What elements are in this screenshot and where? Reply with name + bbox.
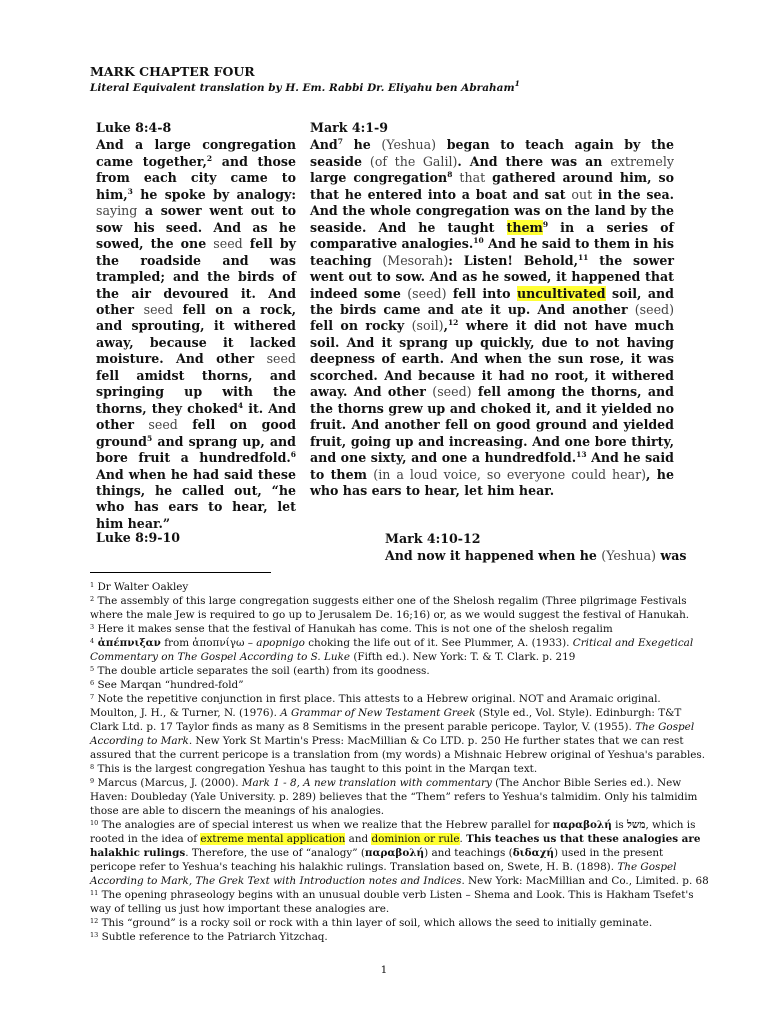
footnotes (90, 580, 711, 944)
passage-text: large congregation (310, 170, 448, 186)
footnote-number: 10 (90, 819, 99, 827)
added-word: (Yeshua) (601, 548, 656, 563)
translation-credit (90, 80, 690, 96)
footnote-text: (Style ed., Vol. Style). Edinburgh: T&T Clark Ltd. p. 17 Taylor finds as many as 8 Semitisms in the present parable pericope. Taylor, V. (1955). (90, 707, 682, 733)
passage-text: and those from each city came to him, (96, 153, 296, 202)
added-word: that (459, 170, 486, 186)
book-title: The Gospel According to Mark, The Grek Text with Introduction notes and Indices (90, 861, 677, 887)
added-word: seed (266, 351, 296, 367)
footnote-text: Dr Walter Oakley (94, 581, 189, 593)
highlighted-text: uncultivated (516, 285, 606, 301)
added-word: extremely (610, 153, 674, 169)
passage-text: it. And other (96, 400, 296, 433)
footnote-number: 2 (90, 595, 95, 603)
footnote-text: This is the largest congregation Yeshua has taught to this point in the Marqan text. (94, 763, 538, 775)
footnote-2 (90, 594, 711, 622)
passage-text: fell on good ground (96, 417, 297, 449)
mark-passage (310, 137, 674, 499)
chapter-title: MARK CHAPTER FOUR (90, 64, 255, 79)
mark-passage-2 (385, 547, 686, 564)
highlighted-text: them (506, 219, 543, 235)
footnote-text: See Marqan “hundred-fold” (94, 679, 244, 691)
footnote-text: . (459, 833, 467, 845)
footnote-number: 5 (90, 665, 95, 673)
passage-text: he spoke by analogy: (132, 186, 296, 202)
footnote-text: The double article separates the soil (earth) from its goodness. (94, 665, 430, 677)
passage-text: in a series of comparative analogies. (310, 219, 674, 252)
page-number: 1 (380, 964, 388, 976)
passage-text: in the sea. And the whole congregation was on the land by the seaside. And he taught (310, 186, 675, 235)
footnote-number: 7 (90, 693, 95, 701)
footnote-text: ) and teachings ( (424, 847, 513, 859)
footnote-text: Note the repetitive conjunction in first place. This attests to a Hebrew original. NOT and Aramaic original. Moulton, J. H., & Turner, N. (1976). (90, 693, 661, 719)
footnote-8 (90, 762, 711, 776)
passage-text: where it did not have much soil. And it sprang up quickly, due to not having deepness of earth. And when the sun rose, it was scorched. And because it had no root, it withered away. And other (310, 318, 674, 400)
passage-text: And he said to them (310, 450, 674, 482)
passage-text: was (656, 548, 687, 563)
footnote-ref[interactable]: 9 (542, 219, 549, 229)
passage-text: soil, and the birds came and ate it up. And another (310, 285, 674, 317)
footnote-9 (90, 776, 711, 818)
footnote-text: – (244, 637, 257, 649)
luke-reference: Luke 8:4-8 (96, 120, 172, 135)
footnote-text: The opening phraseology begins with an unusual double verb Listen – Shema and Look. This is Hakham Tsefet's way of telling us just how important these analogies are. (90, 889, 694, 915)
added-word: seed (143, 301, 174, 317)
footnote-12 (90, 916, 711, 930)
passage-text: fell among the thorns, and the thorns grew up and choked it, and it yielded no fruit. And another fell on good ground and yielded fruit, going up and increasing. And one bore thirty, and one sixty, and one a hundredfold. (310, 384, 674, 466)
added-word: seed (213, 236, 243, 252)
mark-reference-2: Mark 4:10-12 (385, 531, 481, 546)
footnote-number: 3 (90, 623, 95, 631)
footnote-5 (90, 664, 711, 678)
footnote-ref[interactable]: 7 (337, 137, 343, 147)
passage-text: fell on a rock, and sprouting, it withered away, because it lacked moisture. And other (96, 301, 296, 367)
highlighted-text: extreme mental application (200, 833, 346, 845)
footnote-separator (90, 572, 271, 573)
footnote-text: Marcus (Marcus, J. (2000). (94, 777, 242, 789)
footnote-text: , which is rooted in the idea of (90, 819, 696, 845)
passage-text: he (342, 137, 382, 153)
footnote-text: (Fifth ed.). New York: T. & T. Clark. p. 219 (350, 651, 576, 663)
passage-text: fell on rocky (310, 318, 412, 334)
footnote-13 (90, 930, 711, 944)
passage-text: And now it happened when he (385, 548, 602, 563)
book-title: A Grammar of New Testament Greek (280, 707, 476, 719)
highlighted-text: dominion or rule (371, 833, 460, 845)
greek-word: παραβολή (552, 819, 612, 831)
passage-text: fell amidst thorns, and springing up with the thorns, they choked (96, 367, 296, 416)
footnote-text: choking the life out of it. See Plummer, A. (1933). (304, 637, 573, 649)
footnote-text: This “ground” is a rocky soil or rock with a thin layer of soil, which allows the seed to initially geminate. (98, 917, 653, 929)
footnote-text: . New York: MacMillian and Co., Limited. p. 68 (461, 875, 709, 887)
added-word: (in a loud voice, so everyone could hear) (373, 466, 647, 482)
greek-word: διδαχή (512, 847, 554, 859)
luke-reference-2: Luke 8:9-10 (96, 530, 181, 545)
footnote-text: Subtle reference to the Patriarch Yitzchaq. (98, 931, 328, 943)
emphasized-text: This teaches us that these analogies are halakhic rulings (90, 833, 701, 859)
footnote-ref[interactable]: 12 (447, 318, 459, 328)
passage-text: and sprang up, and bore fruit a hundredfold. (96, 433, 296, 466)
footnote-ref[interactable]: 13 (576, 450, 587, 460)
footnote-number: 13 (90, 931, 99, 939)
added-word: (Yeshua) (381, 137, 437, 153)
footnote-text: . Therefore, the use of “analogy” ( (185, 847, 365, 859)
footnote-3 (90, 622, 711, 636)
mark-column (310, 120, 674, 499)
greek-word: παραβολή (364, 847, 425, 859)
passage-text: And when he had said these things, he called out, “he who has ears to hear, let him hear.” (96, 466, 296, 531)
footnote-number: 11 (90, 889, 99, 897)
footnote-4 (90, 636, 711, 664)
footnote-6 (90, 678, 711, 692)
footnote-ref[interactable]: 10 (473, 236, 484, 246)
translation-credit-text: Literal Equivalent translation by H. Em. Rabbi Dr. Eliyahu ben Abraham (90, 82, 515, 94)
footnote-text: (The Anchor Bible Series ed.). New Haven: Doubleday (Yale University. p. 289) believes that the “Them” refers to Yeshua's talmidim. Only his talmidim those are able to discern the meanings of his analogies. (90, 777, 698, 817)
greek-word: ἀπέπνιξαν (94, 637, 161, 649)
footnote-text: is (611, 819, 628, 831)
mark-reference: Mark 4:1-9 (310, 120, 389, 135)
footnote-ref[interactable]: 11 (577, 252, 589, 262)
passage-text: And a large congregation came together, (96, 137, 296, 169)
luke-column (96, 120, 296, 532)
passage-text: the sower went out to sow. And as he sowed, it happened that indeed some (310, 252, 675, 301)
footnote-10 (90, 818, 711, 888)
greek-word: ἀποπνίγω (192, 637, 245, 649)
footnote-11 (90, 888, 711, 916)
footnote-text: Here it makes sense that the festival of Hanukah has come. This is not one of the shelosh regalim (94, 623, 613, 635)
passage-text: , he who has ears to hear, let him hear. (310, 466, 674, 498)
added-word: (seed) (432, 384, 472, 400)
book-title: Critical and Exegetical Commentary on The Gospel According to S. Luke (90, 637, 694, 663)
passage-text: And (310, 137, 338, 153)
mark-section-2 (385, 530, 686, 564)
footnote-1 (90, 580, 711, 594)
added-word: (soil) (411, 318, 444, 334)
footnote-ref[interactable]: 2 (206, 153, 213, 163)
added-word: (seed) (634, 301, 674, 317)
added-word: (Mesorah) (382, 252, 449, 268)
footnote-number: 9 (90, 777, 95, 785)
added-word: seed (148, 417, 178, 433)
footnote-text: from (160, 637, 193, 649)
footnote-text: The assembly of this large congregation suggests either one of the Shelosh regalim (Three pilgrimage Festivals where the male Jew is required to go up to Jerusalem De. 16;16) or, as we would suggest the festival of Hanukah. (90, 595, 690, 621)
footnote-number: 8 (90, 763, 95, 771)
footnote-text: ) used in the present pericope refer to Yeshua's teaching his halakhic rulings. Translation based on, Swete, H. B. (1898). (90, 847, 664, 873)
footnote-text: and (345, 833, 372, 845)
passage-text: And he said to them in his teaching (310, 236, 674, 268)
footnote-number: 1 (90, 581, 95, 589)
footnote-number: 12 (90, 917, 99, 925)
added-word: out (571, 186, 593, 202)
footnote-number: 6 (90, 679, 95, 687)
added-word: saying (96, 203, 138, 219)
footnote-ref[interactable]: 8 (447, 170, 453, 180)
book-title: Mark 1 - 8, A new translation with commentary (241, 777, 492, 789)
passage-text: began to teach again by the seaside (310, 137, 674, 169)
footnote-ref[interactable]: 3 (127, 186, 133, 196)
passage-text: : Listen! Behold, (448, 252, 578, 268)
footnote-number: 4 (90, 637, 95, 645)
transliteration: apopnigo (256, 637, 305, 649)
passage-text: fell by the roadside and was trampled; and the birds of the air devoured it. And other (96, 236, 296, 317)
footnote-ref[interactable]: 6 (290, 450, 296, 460)
added-word: (seed) (407, 285, 447, 301)
passage-text: . And there was an (457, 153, 611, 169)
passage-text: a sower went out to sow his seed. And as he sowed, the one (96, 203, 296, 252)
added-word: (of the Galil) (369, 153, 458, 169)
footnote-ref[interactable]: 1 (514, 79, 520, 88)
luke-passage (96, 137, 296, 532)
passage-text: gathered around him, so that he entered into a boat and sat (310, 170, 674, 202)
footnote-ref[interactable]: 5 (146, 433, 153, 443)
passage-text: fell into (446, 285, 517, 301)
passage-text: , (443, 318, 448, 334)
footnote-ref[interactable]: 4 (237, 400, 244, 410)
footnote-text: New York St Martin's Press: MacMillian & Co LTD. p. 250 He further states that we can rest assured that the current pericope is a translation from (my words) a Mishnaic Hebrew original of Yeshua's parables. (90, 735, 706, 761)
footnote-text: The analogies are of special interest us when we realize that the Hebrew parallel for (98, 819, 553, 831)
page-header (90, 63, 690, 96)
footnote-7 (90, 692, 711, 762)
hebrew-word: משל (627, 819, 646, 831)
book-title: The Gospel According to Mark. (90, 721, 695, 747)
